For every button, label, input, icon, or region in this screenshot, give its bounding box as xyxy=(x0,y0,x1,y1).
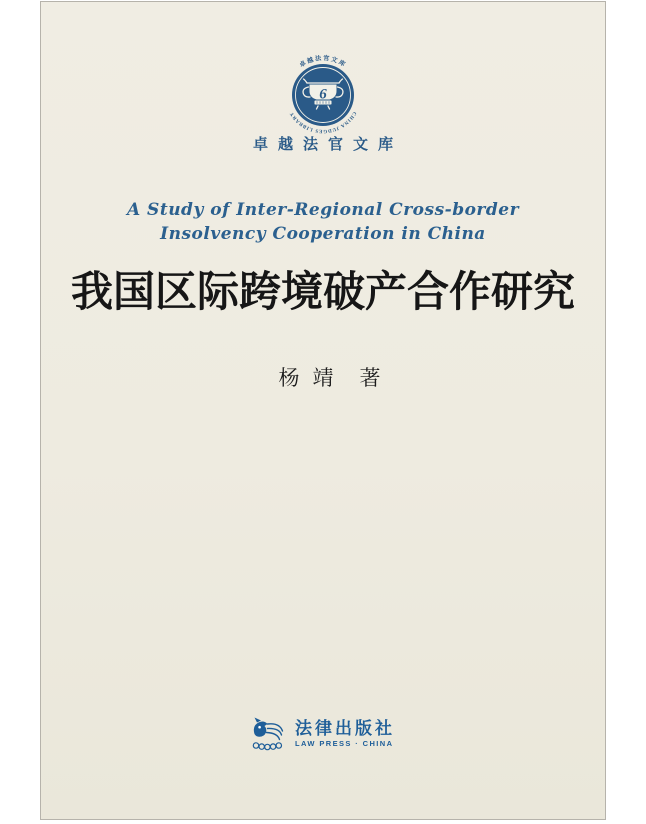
series-title: 卓越法官文库 xyxy=(252,137,403,153)
author-name: 杨靖 xyxy=(278,366,347,390)
book-cover xyxy=(40,1,606,820)
english-subtitle xyxy=(41,198,605,246)
seal-top-arc-text: 卓越法官文库 xyxy=(298,54,348,70)
book-title: 我国区际跨境破产合作研究 xyxy=(70,270,575,316)
author-role: 著 xyxy=(359,366,381,390)
series-seal-emblem xyxy=(278,50,368,140)
law-press-logo-icon xyxy=(251,716,287,751)
publisher-texts xyxy=(295,719,395,748)
publisher-name-en: LAW PRESS · CHINA xyxy=(295,739,394,748)
publisher-block xyxy=(41,716,605,751)
publisher-name-cn: 法律出版社 xyxy=(295,719,395,738)
english-subtitle-line2: Insolvency Cooperation in China xyxy=(160,224,486,244)
seal-bottom-arc-text: CHINA JUDGES LIBRARY xyxy=(289,110,357,134)
seal-number: 6 xyxy=(319,86,327,103)
author-line xyxy=(41,362,605,392)
english-subtitle-line1: A Study of Inter-Regional Cross-border xyxy=(126,200,520,220)
